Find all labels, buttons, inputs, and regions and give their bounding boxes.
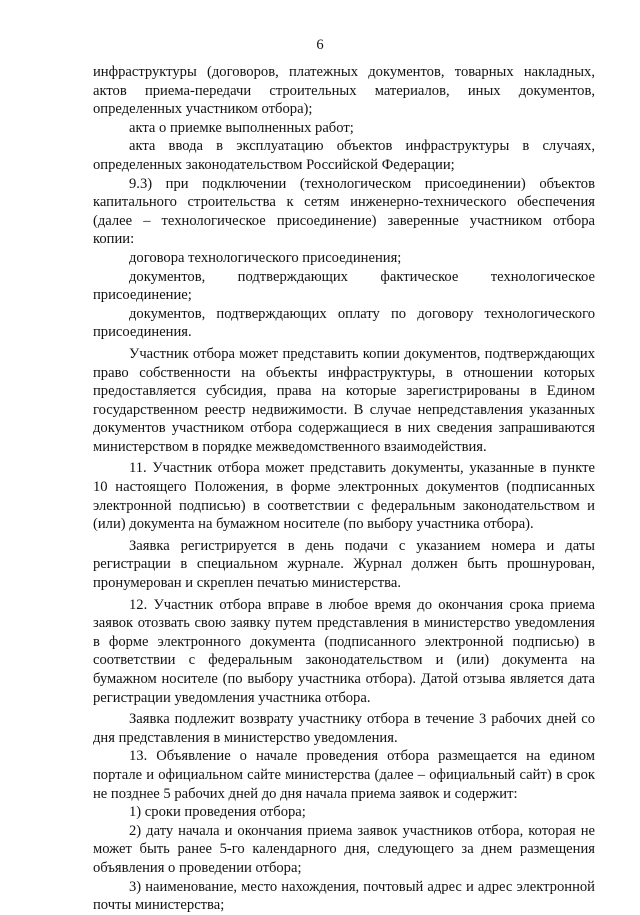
paragraph-connection-contract: договора технологического присоединения;	[129, 249, 402, 266]
paragraph-12: 12. Участник отбора вправе в любое время до окончания срока приема заявок отозвать свою заявку путем представления в министерство уведомления в форме электронного документа (подписанного электронной подписью) в соответствии с федеральным законодательством и (или) документа на бумажном носителе (по выбору участника отбора). Датой отзыва является дата регистрации уведомления участника отбора.	[93, 596, 595, 706]
page-number: 6	[316, 37, 324, 53]
paragraph-application-return: Заявка подлежит возврату участнику отбора в течение 3 рабочих дней со дня представления в министерство уведомления.	[93, 711, 595, 746]
paragraph-acceptance-act: акта о приемке выполненных работ;	[129, 119, 354, 136]
list-item-3: 3) наименование, место нахождения, почтовый адрес и адрес электронной почты министерства;	[93, 878, 595, 914]
paragraph-infrastructure-docs: инфраструктуры (договоров, платежных документов, товарных накладных, актов приема-передачи строительных материалов, иных документов, определенных участником отбора);	[93, 64, 595, 118]
list-item-2: 2) дату начала и окончания приема заявок участников отбора, которая не может быть ранее 5-го календарного дня, следующего за днем размещения объявления о проведении отбора;	[93, 822, 595, 876]
paragraph-9-3: 9.3) при подключении (технологическом присоединении) объектов капитального строительства к сетям инженерно-технического обеспечения (далее – технологическое присоединение) заверенные участником отбора копии:	[93, 175, 595, 248]
paragraph-13: 13. Объявление о начале проведения отбора размещается на едином портале и официальном сайте министерства (далее – официальный сайт) в срок не позднее 5 рабочих дней до дня начала приема заявок и содержит:	[93, 748, 595, 802]
paragraph-commissioning-act: акта ввода в эксплуатацию объектов инфраструктуры в случаях, определенных законодательством Российской Федерации;	[93, 138, 595, 173]
page-body	[93, 63, 595, 915]
list-item-1: 1) сроки проведения отбора;	[129, 804, 306, 821]
paragraph-payment-confirmation: документов, подтверждающих оплату по договору технологического присоединения.	[93, 305, 595, 341]
paragraph-ownership-documents: Участник отбора может представить копии документов, подтверждающих право собственности на объекты инфраструктуры, в отношении которых предоставляется субсидия, права на которые зарегистрированы в Едином государственном реестр недвижимости. В случае непредставления указанных документов участником отбора содержащиеся в них сведения запрашиваются министерством в порядке межведомственного взаимодействия.	[93, 345, 595, 455]
paragraph-application-registration: Заявка регистрируется в день подачи с указанием номера и даты регистрации в специальном журнале. Журнал должен быть прошнурован, пронумерован и скреплен печатью министерства.	[93, 537, 595, 592]
paragraph-11: 11. Участник отбора может представить документы, указанные в пункте 10 настоящего Положения, в форме электронных документов (подписанных электронной подписью) в соответствии с федеральным законодательством и (или) документа на бумажном носителе (по выбору участника отбора).	[93, 460, 595, 533]
paragraph-connection-confirmation: документов, подтверждающих фактическое технологическое присоединение;	[93, 268, 595, 304]
